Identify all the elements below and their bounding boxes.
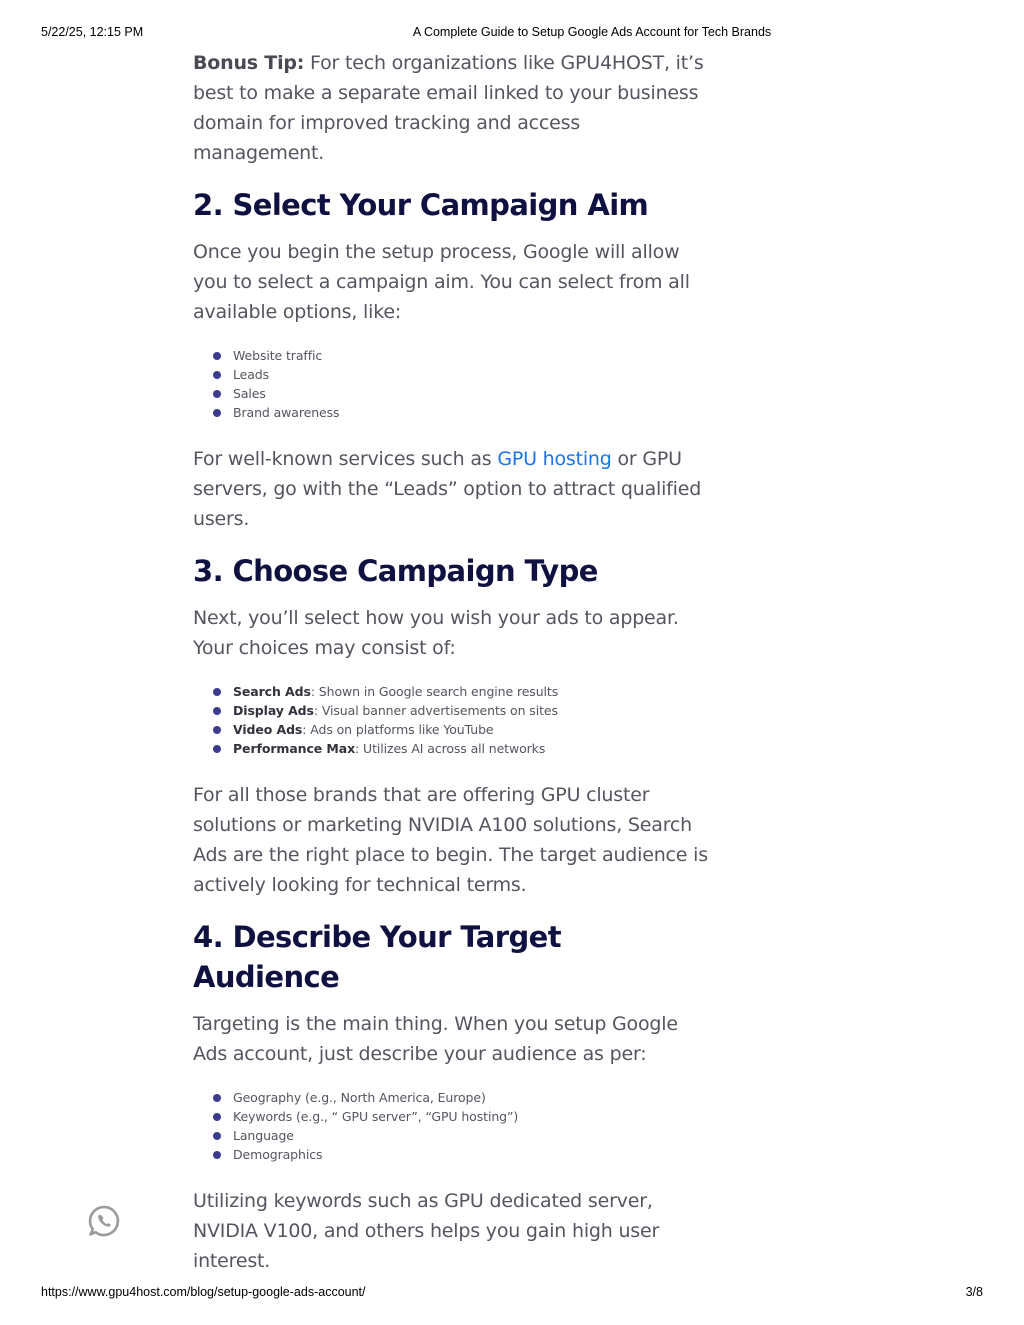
page-number: 3/8 — [965, 1285, 983, 1299]
list-item: Keywords (e.g., “ GPU server”, “GPU hosting”) — [213, 1107, 708, 1126]
gpu-hosting-link[interactable]: GPU hosting — [497, 448, 612, 470]
list-item: Language — [213, 1126, 708, 1145]
list-item: Website traffic — [213, 346, 708, 365]
list-item: Demographics — [213, 1145, 708, 1164]
campaign-type-list — [193, 682, 708, 758]
bullet-icon — [213, 688, 221, 696]
bullet-icon — [213, 745, 221, 753]
bullet-icon — [213, 1113, 221, 1121]
list-item: Video Ads: Ads on platforms like YouTube — [213, 720, 708, 739]
whatsapp-icon[interactable] — [87, 1204, 121, 1238]
list-item: Leads — [213, 365, 708, 384]
list-item: Sales — [213, 384, 708, 403]
bonus-tip-paragraph — [193, 48, 708, 168]
bullet-icon — [213, 371, 221, 379]
campaign-aim-list — [193, 346, 708, 422]
section-3-heading: 3. Choose Campaign Type — [193, 554, 598, 588]
list-item: Geography (e.g., North America, Europe) — [213, 1088, 708, 1107]
list-item: Search Ads: Shown in Google search engine results — [213, 682, 708, 701]
section-4-heading: 4. Describe Your Target Audience — [193, 920, 561, 994]
bullet-icon — [213, 390, 221, 398]
section-2-outro: For well-known services such as GPU hosting or GPU servers, go with the “Leads” option to attract qualified users. — [193, 448, 702, 530]
print-header — [0, 25, 1024, 43]
bullet-icon — [213, 352, 221, 360]
list-item: Display Ads: Visual banner advertisements on sites — [213, 701, 708, 720]
bullet-icon — [213, 726, 221, 734]
section-4-outro: Utilizing keywords such as GPU dedicated server, NVIDIA V100, and others helps you gain high user interest. — [193, 1190, 660, 1272]
print-footer — [0, 1285, 1024, 1303]
list-item: Brand awareness — [213, 403, 708, 422]
print-datetime: 5/22/25, 12:15 PM — [41, 25, 144, 39]
bullet-icon — [213, 1151, 221, 1159]
bonus-tip-text: For tech organizations like GPU4HOST, it’s best to make a separate email linked to your business domain for improved tracking and access management. — [193, 52, 704, 164]
list-item: Performance Max: Utilizes AI across all networks — [213, 739, 708, 758]
section-3-outro: For all those brands that are offering GPU cluster solutions or marketing NVIDIA A100 solutions, Search Ads are the right place to begin. The target audience is actively looking for technical terms. — [193, 784, 708, 896]
bullet-icon — [213, 409, 221, 417]
section-4-intro: Targeting is the main thing. When you setup Google Ads account, just describe your audience as per: — [193, 1013, 678, 1065]
print-url: https://www.gpu4host.com/blog/setup-google-ads-account/ — [41, 1285, 366, 1299]
print-title: A Complete Guide to Setup Google Ads Account for Tech Brands — [412, 25, 772, 39]
section-2-intro: Once you begin the setup process, Google will allow you to select a campaign aim. You can select from all available options, like: — [193, 241, 690, 323]
bullet-icon — [213, 1094, 221, 1102]
bonus-tip-label: Bonus Tip: — [193, 52, 305, 74]
section-2-heading: 2. Select Your Campaign Aim — [193, 188, 649, 222]
bullet-icon — [213, 707, 221, 715]
article-body — [193, 48, 708, 1276]
target-audience-list — [193, 1088, 708, 1164]
bullet-icon — [213, 1132, 221, 1140]
section-3-intro: Next, you’ll select how you wish your ads to appear. Your choices may consist of: — [193, 607, 679, 659]
